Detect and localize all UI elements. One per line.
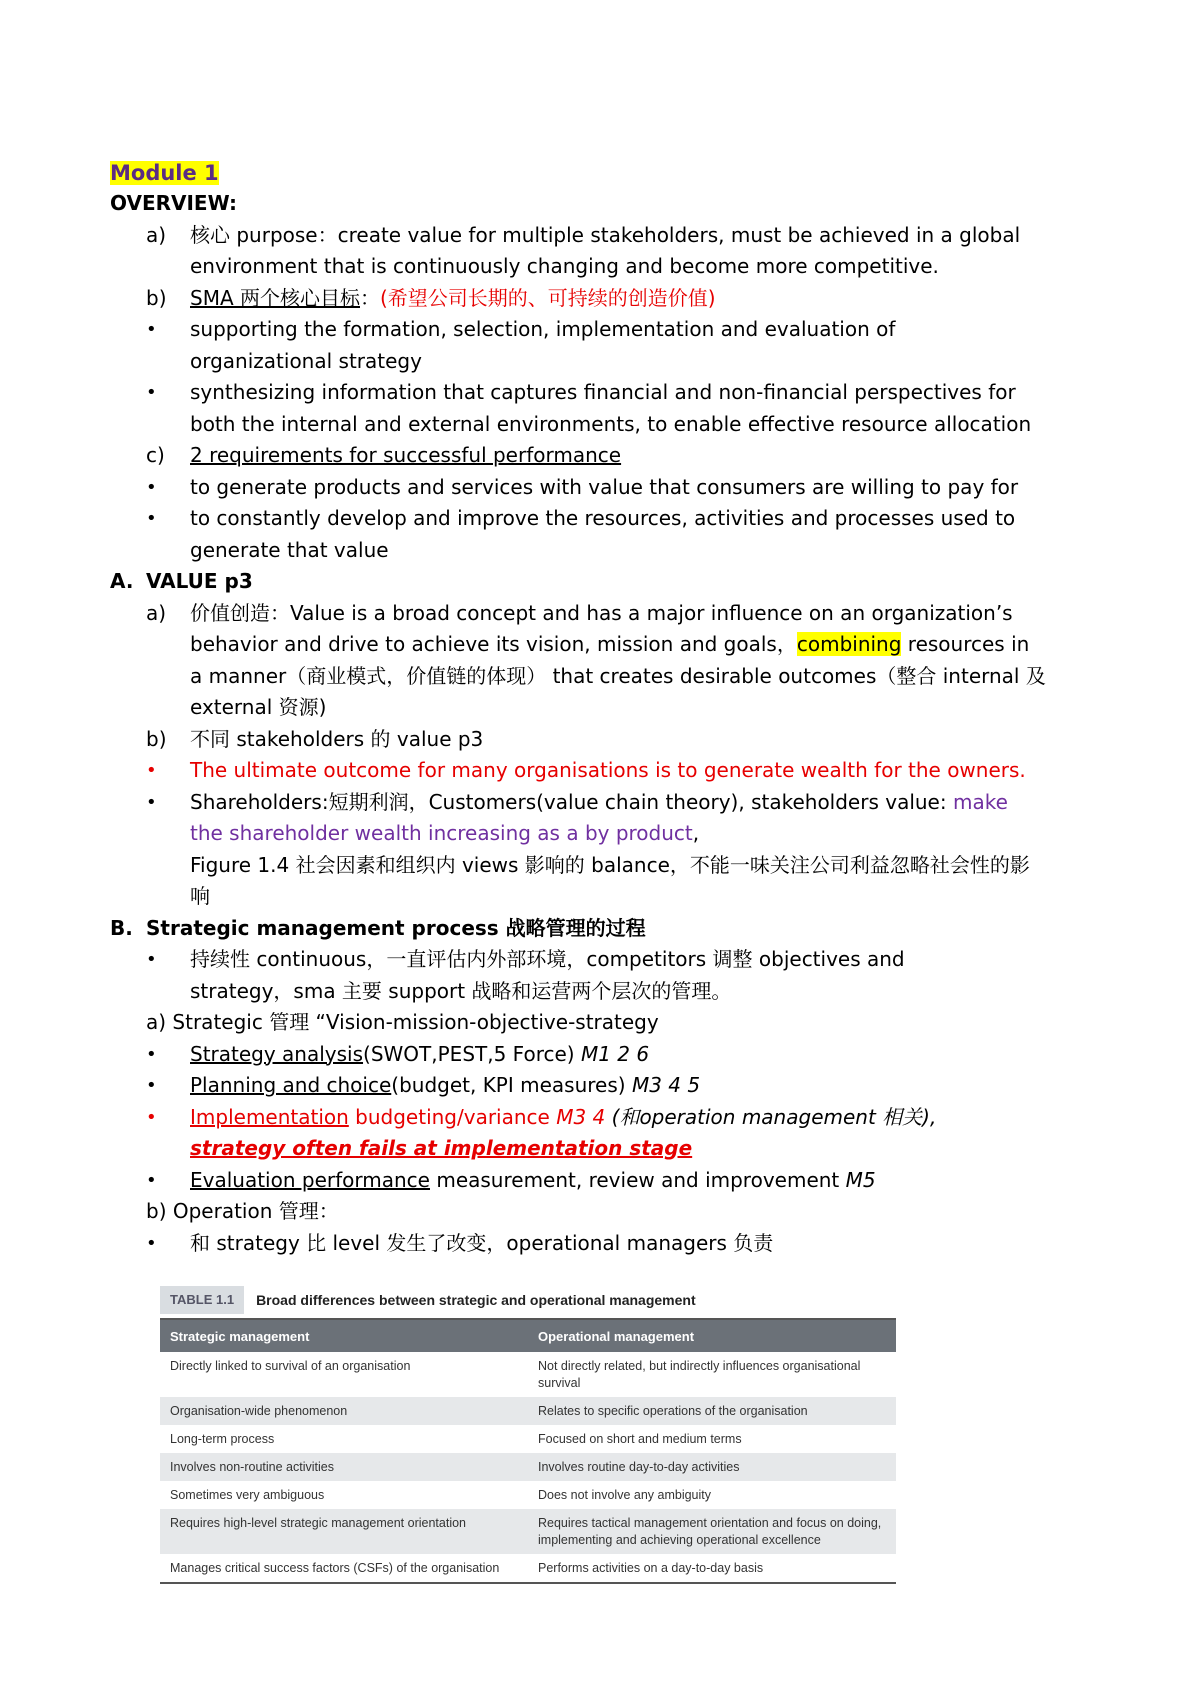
table-cell: Manages critical success factors (CSFs) of the organisation	[160, 1554, 528, 1583]
table-header-cell: Operational management	[528, 1320, 896, 1352]
overview-item-a: a) 核心 purpose：create value for multiple stakeholders, must be achieved in a global	[146, 222, 1021, 247]
table-cell: Sometimes very ambiguous	[170, 1488, 325, 1502]
table-row	[160, 1397, 896, 1425]
bullet-item: • to generate products and services with value that consumers are willing to pay for	[146, 474, 1019, 499]
overview-item-c: c) 2 requirements for successful performance	[146, 443, 622, 467]
bullet-item: • Evaluation performance measurement, review and improvement M5	[146, 1167, 876, 1192]
document-body	[110, 158, 1110, 1259]
section-b-heading: B. Strategic management process 战略管理的过程	[110, 915, 646, 940]
section-a-item-a-cont: external 资源)	[190, 695, 327, 719]
table-header-row	[160, 1320, 896, 1352]
table-title: Broad differences between strategic and operational management	[256, 1292, 696, 1308]
bullet-item: • 持续性 continuous，一直评估内外部环境，competitors 调整 objectives and	[146, 947, 905, 971]
bullet-item: • 和 strategy 比 level 发生了改变，operational managers 负责	[146, 1230, 774, 1255]
figure-reference-cont: 响	[190, 884, 210, 908]
bullet-item-cont: the shareholder wealth increasing as a by product,	[190, 821, 700, 845]
overview-item-a-cont: environment that is continuously changing and become more competitive.	[190, 254, 939, 278]
highlighted-word: combining	[796, 632, 902, 656]
section-a-item-a: a) 价值创造：Value is a broad concept and has a major influence on an organization’s	[146, 600, 1013, 625]
bullet-item-cont: both the internal and external environments, to enable effective resource allocation	[190, 411, 1032, 436]
bullet-item: • The ultimate outcome for many organisations is to generate wealth for the owners.	[146, 758, 1026, 782]
table-cell: Involves non-routine activities	[160, 1453, 528, 1481]
table-row	[160, 1352, 896, 1397]
table-caption	[160, 1282, 896, 1320]
table-row	[160, 1481, 896, 1509]
sma-goals-label: SMA 两个核心目标	[190, 285, 360, 310]
bullet-item: • Implementation budgeting/variance M3 4 (和operation management 相关),	[146, 1104, 937, 1129]
bullet-item: • supporting the formation, selection, implementation and evaluation of	[146, 317, 896, 341]
table-cell: Does not involve any ambiguity	[538, 1488, 712, 1502]
bullet-item-cont: strategy，sma 主要 support 战略和运营两个层次的管理。	[190, 978, 732, 1003]
bullet-item: • synthesizing information that captures financial and non-financial perspectives for	[146, 380, 1016, 404]
sma-goals-note: (希望公司长期的、可持续的创造价值)	[380, 285, 716, 310]
table-cell: Organisation-wide phenomenon	[160, 1397, 528, 1425]
bullet-item: • Strategy analysis(SWOT,PEST,5 Force) M1 2 6	[146, 1041, 650, 1066]
section-a-item-b: b) 不同 stakeholders 的 value p3	[146, 726, 484, 751]
figure-reference: Figure 1.4 社会因素和组织内 views 影响的 balance，不能一味关注公司利益忽略社会性的影	[190, 852, 1030, 877]
bullet-item: • Planning and choice(budget, KPI measures) M3 4 5	[146, 1073, 701, 1097]
bullet-item-cont: generate that value	[190, 537, 389, 562]
table-cell: Directly linked to survival of an organisation	[170, 1359, 411, 1373]
table-cell: Focused on short and medium terms	[538, 1432, 742, 1446]
section-a-item-a-cont: behavior and drive to achieve its vision, mission and goals，combining resources in	[190, 632, 1030, 656]
bullet-item: • Shareholders:短期利润，Customers(value chain theory), stakeholders value: make	[146, 789, 1008, 814]
overview-heading: OVERVIEW:	[110, 191, 238, 215]
table-row	[160, 1425, 896, 1453]
table-cell: Not directly related, but indirectly influences organisational survival	[538, 1359, 861, 1390]
bullet-item-cont: organizational strategy	[190, 348, 422, 373]
section-b-item-b: b) Operation 管理：	[146, 1199, 339, 1223]
section-a-heading: A. VALUE p3	[110, 569, 253, 593]
table-cell: Long-term process	[170, 1432, 275, 1446]
comparison-table-figure	[160, 1282, 896, 1584]
bullet-item: • to constantly develop and improve the resources, activities and processes used to	[146, 506, 1016, 530]
table-cell: Requires high-level strategic management orientation	[160, 1509, 528, 1554]
module-title: Module 1	[110, 161, 219, 185]
table-cell: Involves routine day-to-day activities	[528, 1453, 896, 1481]
table-cell: Relates to specific operations of the organisation	[528, 1397, 896, 1425]
table-cell: Performs activities on a day-to-day basis	[528, 1554, 896, 1583]
table-row	[160, 1554, 896, 1583]
table-cell: Requires tactical management orientation and focus on doing, implementing and achieving operational excellence	[528, 1509, 896, 1554]
table-header-cell: Strategic management	[160, 1320, 528, 1352]
comparison-table	[160, 1320, 896, 1584]
table-row	[160, 1453, 896, 1481]
implementation-warning: strategy often fails at implementation stage	[190, 1136, 693, 1160]
table-number: TABLE 1.1	[160, 1286, 244, 1314]
overview-item-b: b) SMA 两个核心目标：(希望公司长期的、可持续的创造价值)	[146, 285, 716, 310]
table-row	[160, 1509, 896, 1554]
section-a-item-a-cont: a manner（商业模式，价值链的体现） that creates desirable outcomes（整合 internal 及	[190, 663, 1046, 688]
section-b-item-a: a) Strategic 管理 “Vision-mission-objective-strategy	[146, 1010, 659, 1034]
